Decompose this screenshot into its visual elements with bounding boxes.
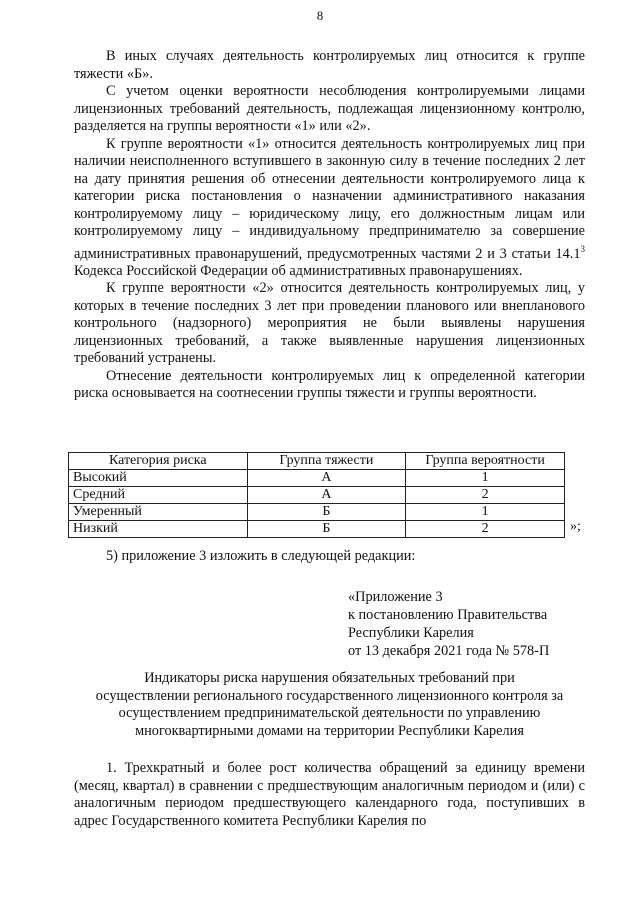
paragraph-risk-assignment: Отнесение деятельности контролируемых лиц к определенной категории риска основывается на соотнесении группы тяжести и группы вероятности. — [74, 367, 585, 402]
cell-probability: 2 — [406, 521, 565, 538]
page-number: 8 — [316, 8, 324, 23]
cell-category: Высокий — [69, 470, 248, 487]
appendix-header — [348, 588, 549, 660]
superscript: 3 — [580, 243, 585, 254]
table-closing-quote: »; — [570, 519, 581, 534]
header-risk-category: Категория риска — [69, 453, 248, 470]
appendix-line: Республики Карелия — [348, 625, 474, 641]
cell-severity: Б — [247, 504, 406, 521]
paragraph-probability-1-text: К группе вероятности «1» относится деятельность контролируемых лиц при наличии неисполненного вступившего в законную силу в течение последних 2 лет на дату принятия решения об отнесении деятельности контролируемого лица к категории риска постановления о назначении административного наказания контролируемому лицу – юридическому лицу, его должностным лицам или контролируемому лицу – индивидуальному предпринимателю за совершение административных правонарушений, предусмотренных частями 2 и 3 статьи 14.1 — [74, 135, 585, 262]
cell-category: Средний — [69, 487, 248, 504]
table-row — [69, 521, 565, 538]
title-line: осуществлением предпринимательской деятельности по управлению — [118, 705, 541, 721]
paragraph-probability-1 — [74, 136, 585, 281]
item-1-paragraph: 1. Трехкратный и более рост количества обращений за единицу времени (месяц, квартал) в сравнении с предшествующим аналогичным периодом и (или) с аналогичным периодом предшествующего календарного года, поступивших в адрес Государственного комитета Республики Карелия по — [74, 760, 585, 829]
cell-severity: А — [247, 470, 406, 487]
table-row — [69, 470, 565, 487]
cell-probability: 2 — [406, 487, 565, 504]
header-probability-group: Группа вероятности — [406, 453, 565, 470]
document-title — [74, 670, 585, 740]
cell-category: Низкий — [69, 521, 248, 538]
paragraph-severity-b: В иных случаях деятельность контролируемых лиц относится к группе тяжести «Б». — [74, 48, 585, 82]
title-line: осуществлении регионального государственного лицензионного контроля за — [95, 687, 564, 704]
appendix-line: к постановлению Правительства — [348, 607, 548, 623]
table-row — [69, 487, 565, 504]
header-severity-group: Группа тяжести — [247, 453, 406, 470]
cell-probability: 1 — [406, 504, 565, 521]
table-row — [69, 504, 565, 521]
cell-probability: 1 — [406, 470, 565, 487]
title-line: Индикаторы риска нарушения обязательных требований при — [144, 670, 515, 686]
risk-category-table — [68, 452, 565, 538]
paragraph-probability-1-tail: Кодекса Российской Федерации об административных правонарушениях. — [74, 262, 523, 279]
table-header-row — [69, 453, 565, 470]
cell-severity: Б — [247, 521, 406, 538]
title-line: многоквартирными домами на территории Республики Карелия — [135, 722, 524, 739]
cell-category: Умеренный — [69, 504, 248, 521]
appendix-line: от 13 декабря 2021 года № 578-П — [348, 643, 550, 659]
cell-severity: А — [247, 487, 406, 504]
appendix-line: «Приложение 3 — [348, 589, 443, 605]
paragraph-probability-groups: С учетом оценки вероятности несоблюдения контролируемыми лицами лицензионных требований деятельность, подлежащая лицензионному контролю, разделяется на группы вероятности «1» или «2». — [74, 83, 585, 134]
item-5: 5) приложение 3 изложить в следующей редакции: — [106, 548, 416, 564]
paragraph-probability-2: К группе вероятности «2» относится деятельность контролируемых лиц, у которых в течение последних 3 лет при проведении планового или внепланового контрольного (надзорного) мероприятия не были выявлены нарушения лицензионных требований, а также выявленные нарушения лицензионных требований устранены. — [74, 280, 585, 367]
body-text — [74, 48, 585, 403]
